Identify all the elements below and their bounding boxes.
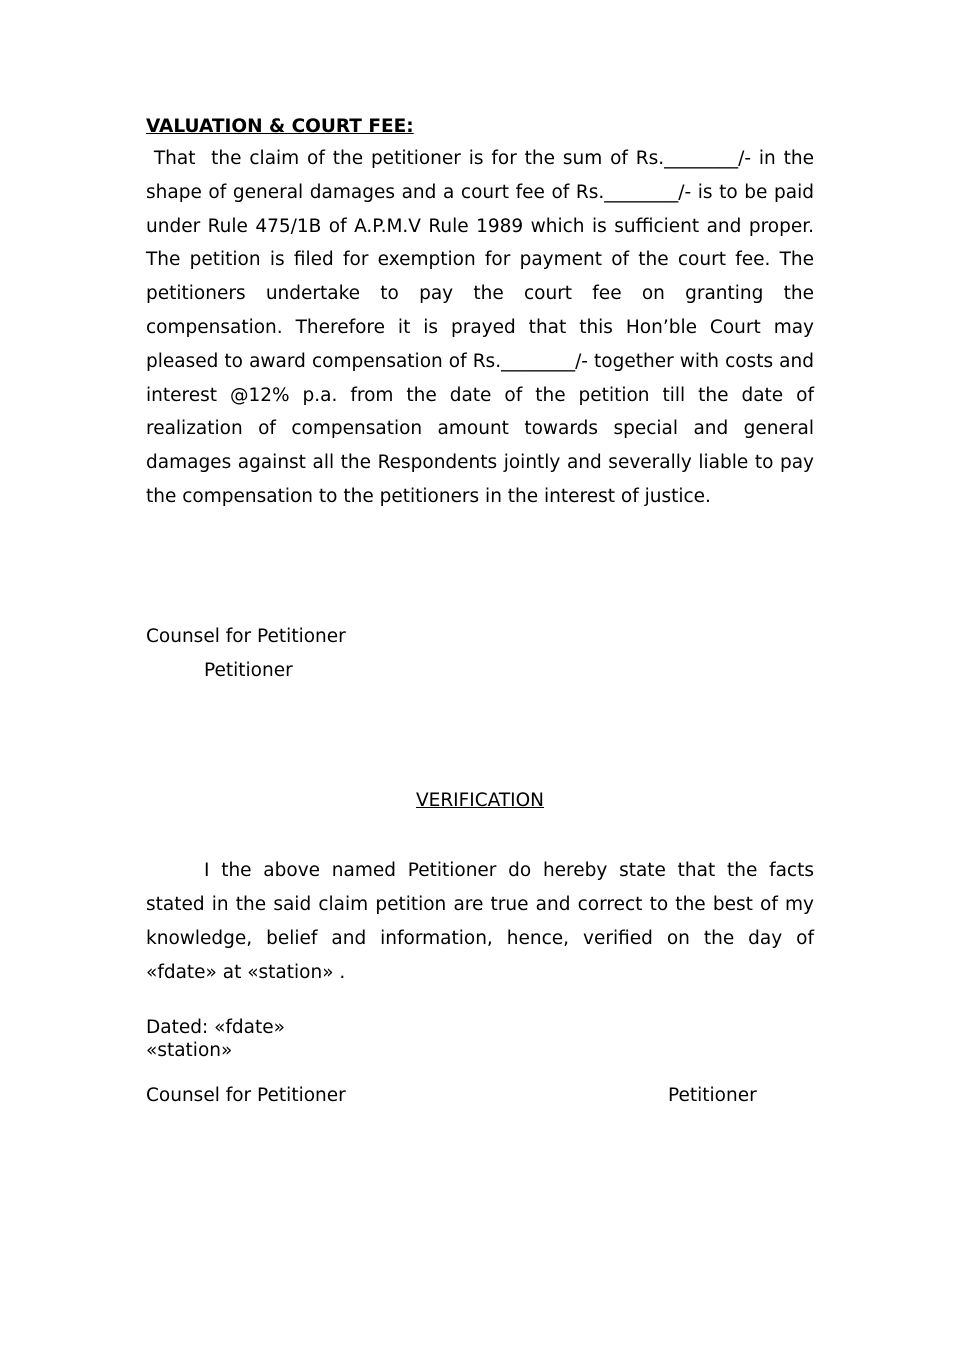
verification-paragraph: I the above named Petitioner do hereby state that the facts stated in the said claim petition are true and correct to the best of my knowledge, belief and information, hence, verified on the day of «fdate» at «station» . <box>146 860 814 983</box>
counsel-label-bottom: Counsel for Petitioner <box>146 1085 346 1106</box>
valuation-heading: VALUATION & COURT FEE: <box>146 116 414 137</box>
petitioner-label: Petitioner <box>204 660 293 681</box>
signature-block-bottom <box>146 1084 814 1108</box>
dated-line: Dated: «fdate» <box>146 1017 285 1038</box>
station-line: «station» <box>146 1040 233 1061</box>
dated-block <box>146 1016 285 1062</box>
counsel-label: Counsel for Petitioner <box>146 626 346 647</box>
verification-heading <box>0 790 960 811</box>
valuation-section <box>146 112 820 514</box>
valuation-paragraph: That the claim of the petitioner is for the sum of Rs.________/- in the shape of general damages and a court fee of Rs.________/- is to be paid under Rule 475/1B of A.P.M.V Rule 1989 which is sufficient and proper. The petition is filed for exemption for payment of the court fee. The petitioners undertake to pay the court fee on granting the compensation. Therefore it is prayed that this Hon’ble Court may pleased to award compensation of Rs.________/- together with costs and interest @12% p.a. from the date of the petition till the date of realization of compensation amount towards special and general damages against all the Respondents jointly and severally liable to pay the compensation to the petitioners in the interest of justice. <box>146 148 820 507</box>
petitioner-label-bottom: Petitioner <box>668 1085 757 1106</box>
signature-block-top <box>146 620 346 688</box>
verification-title: VERIFICATION <box>415 790 545 811</box>
